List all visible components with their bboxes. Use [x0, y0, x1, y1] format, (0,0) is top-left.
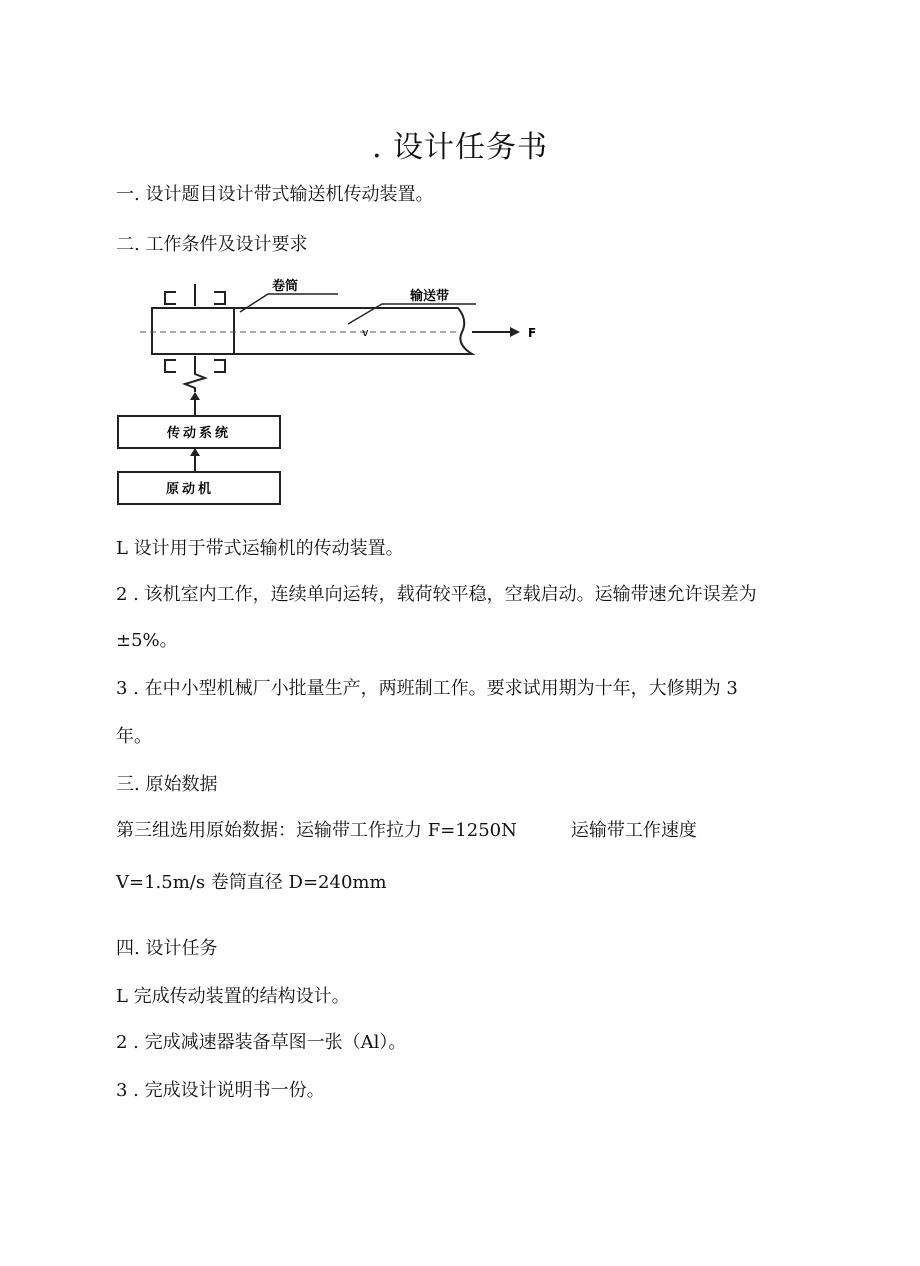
- drum-belt-body: [152, 308, 472, 354]
- force-label: F: [528, 326, 537, 340]
- section-original-data-heading: 三. 原始数据: [116, 774, 218, 795]
- requirement-2-cont: ±5%。: [116, 630, 178, 651]
- belt-tension-text: 第三组选用原始数据：运输带工作拉力 F=1250N: [116, 820, 517, 841]
- coupling-zigzag: [185, 366, 205, 392]
- drum-leader-line: [240, 294, 338, 312]
- original-data-line-1: [116, 816, 697, 842]
- bearing-bottom-left: [165, 360, 176, 372]
- page-title: . 设计任务书: [371, 130, 549, 165]
- task-2: 2 . 完成减速器装备草图一张（Al）。: [116, 1032, 407, 1053]
- section-design-topic: 一. 设计题目设计带式输送机传动装置。: [116, 184, 434, 205]
- requirement-1: L 设计用于带式运输机的传动装置。: [116, 538, 404, 559]
- requirement-3: 3 . 在中小型机械厂小批量生产，两班制工作。要求试用期为十年，大修期为 3: [116, 678, 738, 699]
- conveyor-schematic-diagram: [110, 270, 560, 520]
- drum-label: 卷筒: [272, 279, 299, 294]
- section-design-tasks-heading: 四. 设计任务: [116, 938, 218, 959]
- bearing-top-left: [165, 292, 176, 304]
- belt-label: 输送带: [410, 289, 450, 304]
- arrow-head-transmission: [190, 448, 200, 456]
- original-data-line-2: V=1.5m/s 卷筒直径 D=240mm: [116, 872, 387, 893]
- task-3: 3 . 完成设计说明书一份。: [116, 1080, 325, 1101]
- velocity-label: v: [362, 326, 369, 339]
- bearing-bottom-right: [214, 360, 225, 372]
- requirement-2: 2 . 该机室内工作，连续单向运转，载荷较平稳，空载启动。运输带速允许误差为: [116, 584, 757, 605]
- requirement-3-cont: 年。: [116, 726, 152, 747]
- section-work-conditions-heading: 二. 工作条件及设计要求: [116, 234, 308, 255]
- arrow-head-force: [510, 327, 520, 337]
- bearing-top-right: [214, 292, 225, 304]
- prime-mover-label: 原动机: [165, 482, 215, 497]
- belt-speed-text: 运输带工作速度: [570, 820, 697, 841]
- task-1: L 完成传动装置的结构设计。: [116, 986, 350, 1007]
- transmission-system-label: 传动系统: [166, 426, 232, 441]
- arrow-head-drum: [190, 392, 200, 400]
